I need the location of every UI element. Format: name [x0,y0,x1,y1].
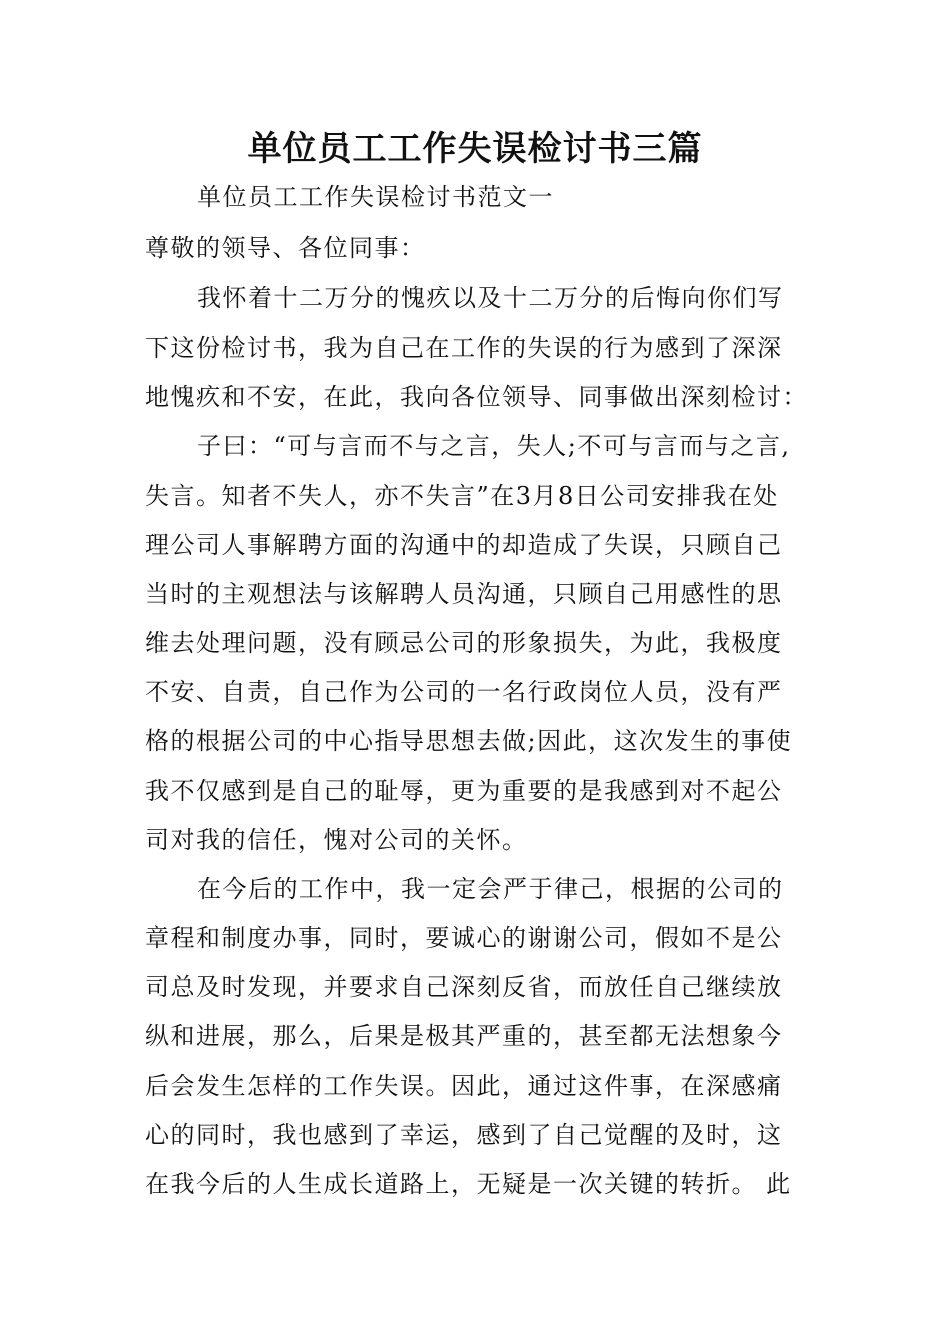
paragraph-line: 理公司人事解聘方面的沟通中的却造成了失误，只顾自己 [145,531,783,559]
paragraph-line: 司对我的信任，愧对公司的关怀。 [145,826,528,854]
paragraph-line: 在我今后的人生成长道路上，无疑是一次关键的转折。 此 [145,1170,792,1198]
paragraph-line: 失言。知者不失人，亦不失言”在3月8日公司安排我在处 [145,482,779,510]
paragraph-line: 我怀着十二万分的愧疚以及十二万分的后悔向你们写 [197,284,784,312]
paragraph-line: 格的根据公司的中心指导思想去做;因此，这次发生的事使 [145,727,793,755]
paragraph-line: 维去处理问题，没有顾忌公司的形象损失，为此，我极度 [145,629,783,657]
document-title: 单位员工工作失误检讨书三篇 [247,129,703,169]
section-subtitle: 单位员工工作失误检讨书范文一 [197,183,554,211]
paragraph-line: 我不仅感到是自己的耻辱，更为重要的是我感到对不起公 [145,777,783,805]
paragraph-line: 不安、自责，自己作为公司的一名行政岗位人员，没有严 [145,678,783,706]
paragraph-line: 司总及时发现，并要求自己深刻反省，而放任自己继续放 [145,973,783,1001]
paragraph-line: 当时的主观想法与该解聘人员沟通，只顾自己用感性的思 [145,580,783,608]
paragraph-line: 心的同时，我也感到了幸运，感到了自己觉醒的及时，这 [145,1121,783,1149]
paragraph-line: 纵和进展，那么，后果是极其严重的，甚至都无法想象今 [145,1022,783,1050]
paragraph-line: 地愧疚和不安，在此，我向各位领导、同事做出深刻检讨： [145,383,808,411]
salutation: 尊敬的领导、各位同事： [145,234,426,262]
paragraph-line: 子曰：“可与言而不与之言，失人;不可与言而与之言, [197,432,791,460]
paragraph-line: 在今后的工作中，我一定会严于律己，根据的公司的 [197,875,784,903]
paragraph-line: 章程和制度办事，同时，要诚心的谢谢公司，假如不是公 [145,924,783,952]
paragraph-line: 下这份检讨书，我为自己在工作的失误的行为感到了深深 [145,334,783,362]
paragraph-line: 后会发生怎样的工作失误。因此，通过这件事，在深感痛 [145,1072,783,1100]
